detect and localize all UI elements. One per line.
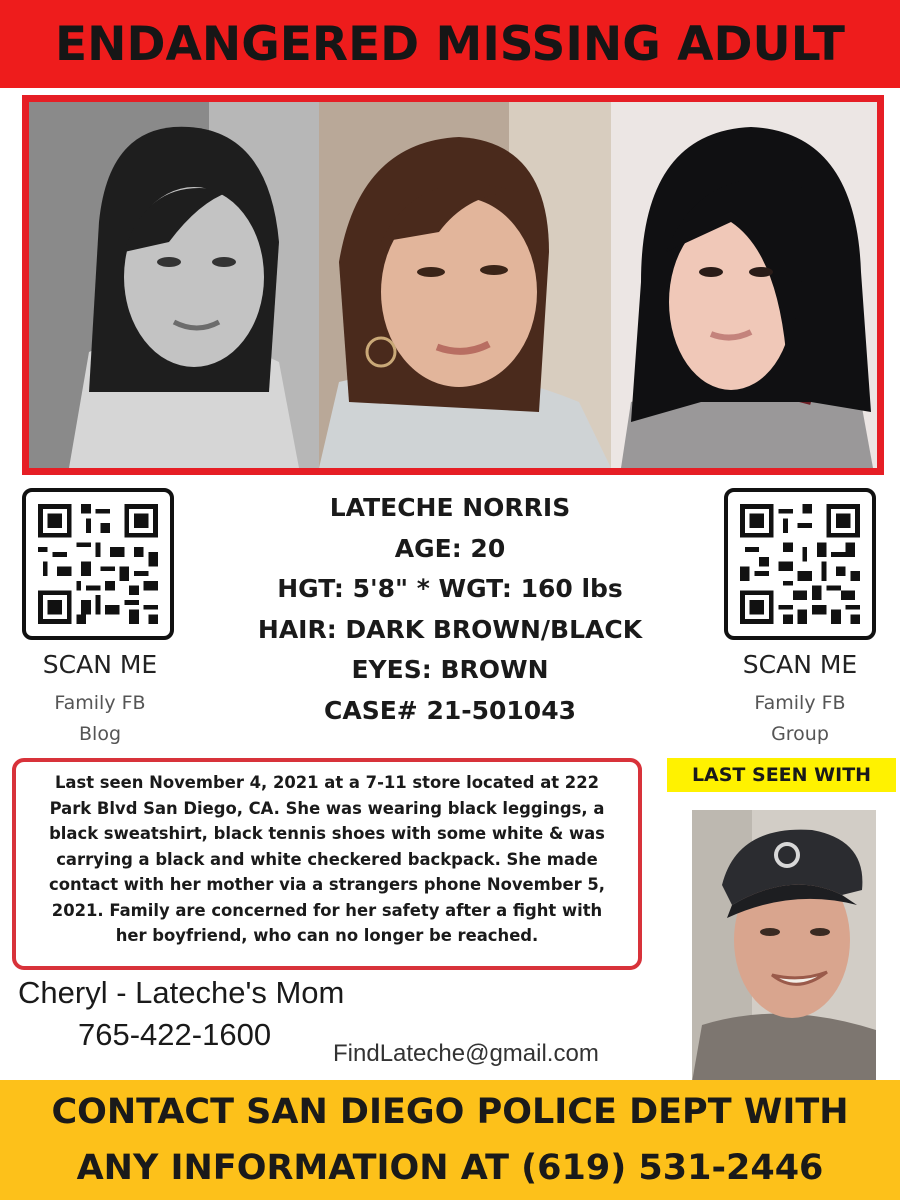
scan-me-label-right: SCAN ME [742, 650, 858, 679]
contact-phone[interactable]: 765-422-1600 [78, 1017, 272, 1052]
case-number: CASE# 21-501043 [324, 695, 576, 725]
contact-name: Cheryl - Lateche's Mom [18, 975, 345, 1010]
qr-right-caption-line1: Family FB [754, 692, 846, 714]
person-details [220, 488, 680, 731]
poster-title: ENDANGERED MISSING ADULT [55, 16, 845, 72]
qr-right-caption-line2: Group [771, 723, 829, 745]
photo-color-selfie [611, 102, 877, 468]
companion-photo [692, 810, 876, 1082]
description-line: 2021. Family are concerned for her safety after a fight with [51, 900, 603, 920]
qr-left-caption-line2: Blog [79, 723, 121, 745]
qr-code-icon [740, 504, 860, 624]
description-line: carrying a black and white checkered backpack. She made [56, 849, 598, 869]
photo-color-lying [319, 102, 611, 468]
person-age: AGE: 20 [394, 533, 506, 563]
qr-left-caption-line1: Family FB [54, 692, 146, 714]
person-hair: HAIR: DARK BROWN/BLACK [257, 614, 643, 644]
footer-line1: CONTACT SAN DIEGO POLICE DEPT WITH [51, 1092, 849, 1132]
description-line: her boyfriend, who can no longer be reached. [115, 926, 539, 945]
qr-code-family-fb-group[interactable] [724, 488, 876, 640]
last-seen-with-label: LAST SEEN WITH [667, 758, 896, 792]
police-contact-banner [0, 1080, 900, 1200]
qr-code-icon [38, 504, 158, 624]
footer-line2: ANY INFORMATION AT (619) 531-2446 [76, 1148, 824, 1188]
qr-code-family-fb-blog[interactable] [22, 488, 174, 640]
description-line: black sweatshirt, black tennis shoes with some white & was [49, 824, 605, 843]
person-height-weight: HGT: 5'8" * WGT: 160 lbs [277, 574, 623, 603]
description-line: Park Blvd San Diego, CA. She was wearing black leggings, a [49, 798, 605, 818]
person-name: LATECHE NORRIS [329, 493, 571, 522]
description-line: contact with her mother via a strangers phone November 5, [48, 875, 605, 894]
last-seen-description [12, 758, 642, 970]
header-banner [0, 0, 900, 88]
contact-email[interactable]: FindLateche@gmail.com [333, 1040, 599, 1067]
person-eyes: EYES: BROWN [351, 655, 549, 684]
photo-grayscale [29, 102, 319, 468]
description-line: Last seen November 4, 2021 at a 7-11 store located at 222 [54, 773, 600, 792]
missing-person-photos [22, 95, 884, 475]
scan-me-label-left: SCAN ME [42, 650, 158, 679]
